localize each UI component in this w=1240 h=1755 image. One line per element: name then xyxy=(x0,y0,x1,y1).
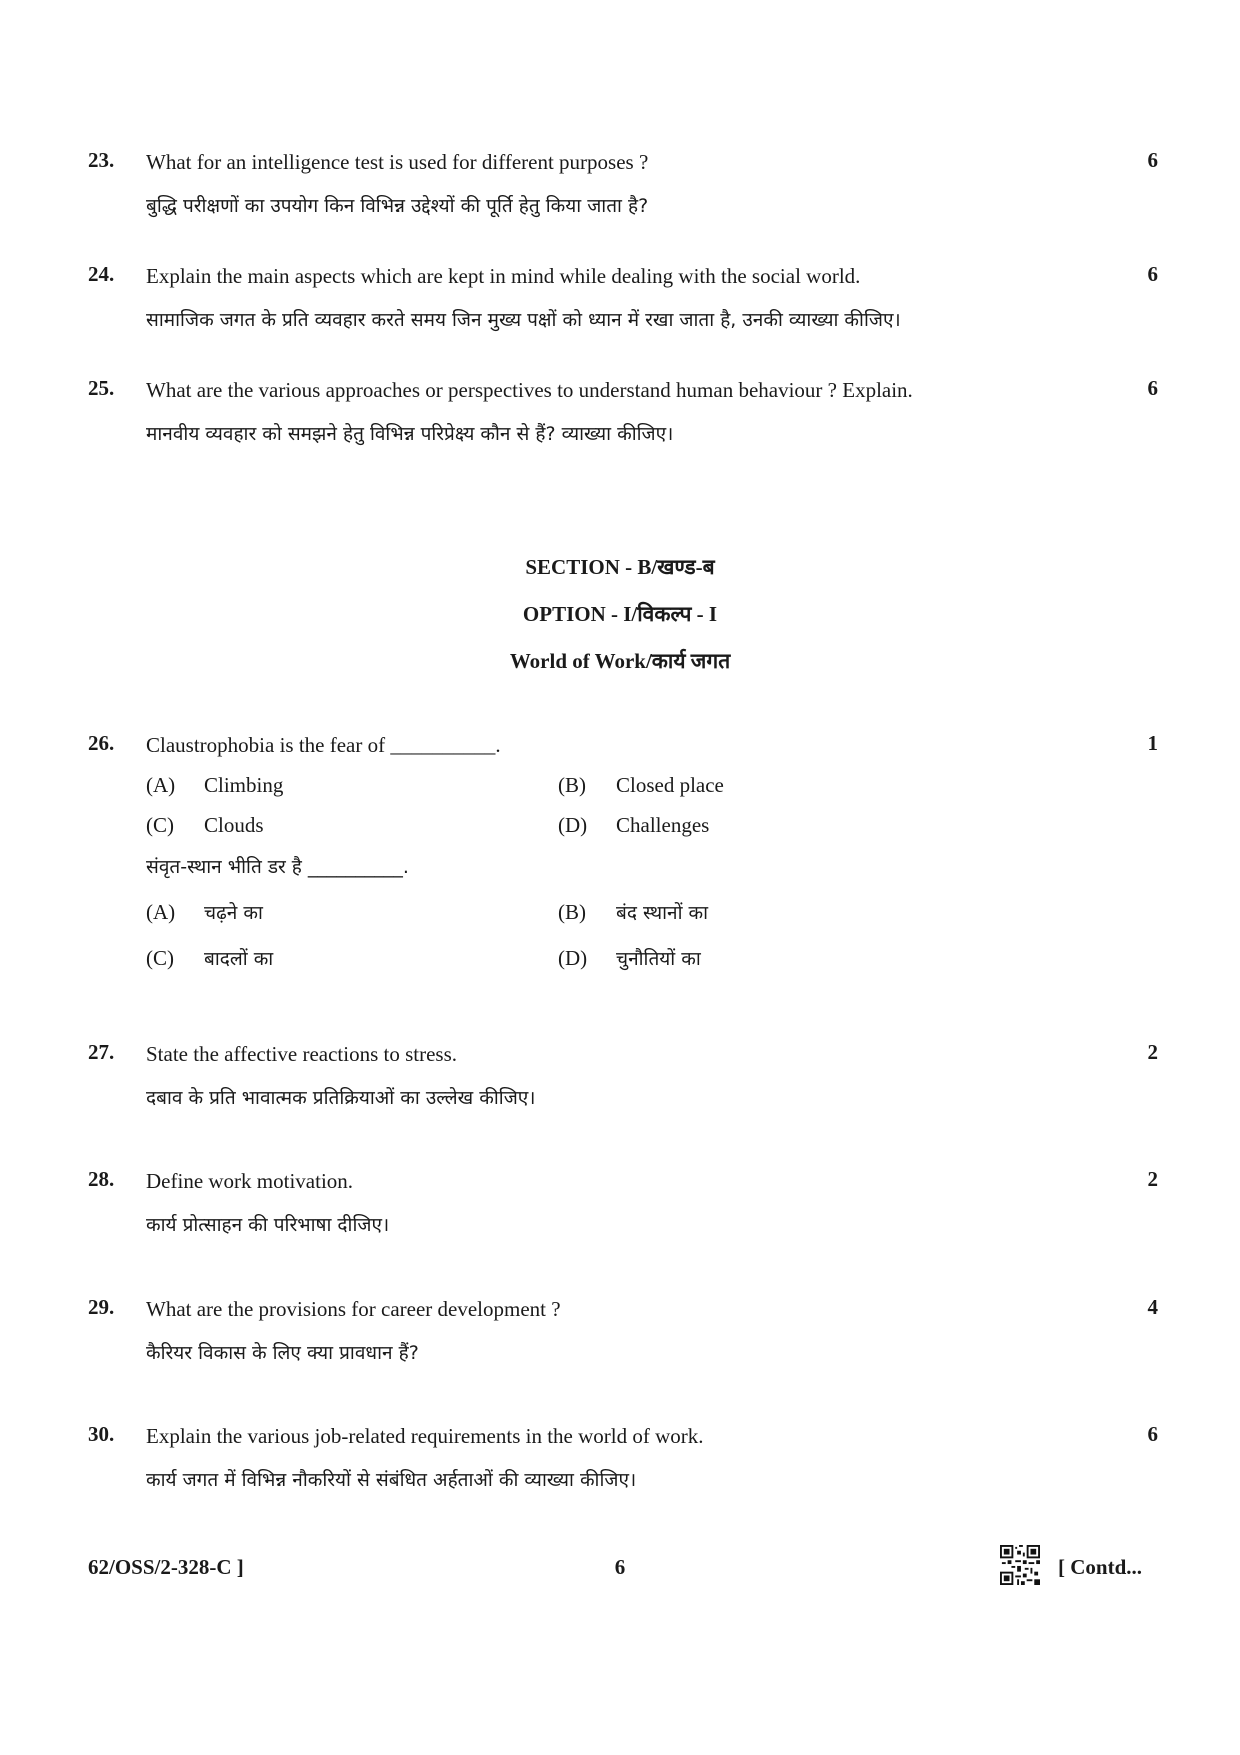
question-marks: 6 xyxy=(1147,262,1158,286)
page-number: 6 xyxy=(614,1555,626,1579)
question-number: 23. xyxy=(88,148,115,172)
question-text-hi: कैरियर विकास के लिए क्या प्रावधान हैं? xyxy=(146,1342,419,1364)
question-text-en: Explain the various job-related requirements in the world of work. xyxy=(146,1424,704,1448)
question-number: 24. xyxy=(88,262,115,286)
question-number: 30. xyxy=(88,1422,115,1446)
question-marks: 6 xyxy=(1147,1422,1158,1446)
option-d-en: (D) Challenges xyxy=(558,813,710,837)
option-b-en: (B) Closed place xyxy=(558,773,724,797)
question-text-hi: कार्य जगत में विभिन्न नौकरियों से संबंधित अर्हताओं की व्याख्या कीजिए। xyxy=(146,1469,637,1491)
option-b-hi: (B) बंद स्थानों का xyxy=(558,900,709,924)
question-text-en: State the affective reactions to stress. xyxy=(146,1042,458,1066)
section-option: OPTION - I/विकल्प - I xyxy=(522,602,718,626)
question-text-en: Claustrophobia is the fear of __________. xyxy=(146,733,501,757)
question-text-en: Define work motivation. xyxy=(146,1169,354,1193)
option-a-en: (A) Climbing xyxy=(146,773,284,797)
question-text-en: Explain the main aspects which are kept in mind while dealing with the social world. xyxy=(146,264,861,288)
question-marks: 2 xyxy=(1147,1167,1158,1191)
question-text-hi: मानवीय व्यवहार को समझने हेतु विभिन्न परिप्रेक्ष्य कौन से हैं? व्याख्या कीजिए। xyxy=(146,423,674,445)
question-marks: 6 xyxy=(1147,148,1158,172)
option-c-en: (C) Clouds xyxy=(146,813,264,837)
question-number: 28. xyxy=(88,1167,115,1191)
question-number: 25. xyxy=(88,376,115,400)
question-text-hi: कार्य प्रोत्साहन की परिभाषा दीजिए। xyxy=(146,1214,390,1236)
question-text-hi: संवृत-स्थान भीति डर है __________. xyxy=(146,856,409,878)
section-title: SECTION - B/खण्ड-ब xyxy=(525,555,715,579)
question-number: 26. xyxy=(88,731,115,755)
question-number: 27. xyxy=(88,1040,115,1064)
question-26 xyxy=(88,731,1158,981)
question-text-en: What are the provisions for career development ? xyxy=(146,1297,561,1321)
question-text-en: What are the various approaches or perspectives to understand human behaviour ? Explain. xyxy=(146,378,913,402)
section-topic: World of Work/कार्य जगत xyxy=(509,649,731,673)
question-marks: 6 xyxy=(1147,376,1158,400)
question-text-hi: दबाव के प्रति भावात्मक प्रतिक्रियाओं का उल्लेख कीजिए। xyxy=(146,1087,536,1109)
continued-label: [ Contd... xyxy=(1058,1555,1143,1579)
question-number: 29. xyxy=(88,1295,115,1319)
question-text-en: What for an intelligence test is used for different purposes ? xyxy=(146,150,649,174)
qr-code-icon xyxy=(1000,1545,1040,1585)
option-d-hi: (D) चुनौतियों का xyxy=(558,946,701,970)
question-marks: 1 xyxy=(1147,731,1158,755)
question-marks: 2 xyxy=(1147,1040,1158,1064)
question-text-hi: सामाजिक जगत के प्रति व्यवहार करते समय जिन मुख्य पक्षों को ध्यान में रखा जाता है, उनकी व्याख्या कीजिए। xyxy=(146,309,901,331)
option-a-hi: (A) चढ़ने का xyxy=(146,900,263,924)
question-marks: 4 xyxy=(1147,1295,1158,1319)
option-c-hi: (C) बादलों का xyxy=(146,946,274,970)
question-text-hi: बुद्धि परीक्षणों का उपयोग किन विभिन्न उद्देश्यों की पूर्ति हेतु किया जाता है? xyxy=(146,195,649,217)
paper-code: 62/OSS/2-328-C ] xyxy=(88,1555,244,1579)
